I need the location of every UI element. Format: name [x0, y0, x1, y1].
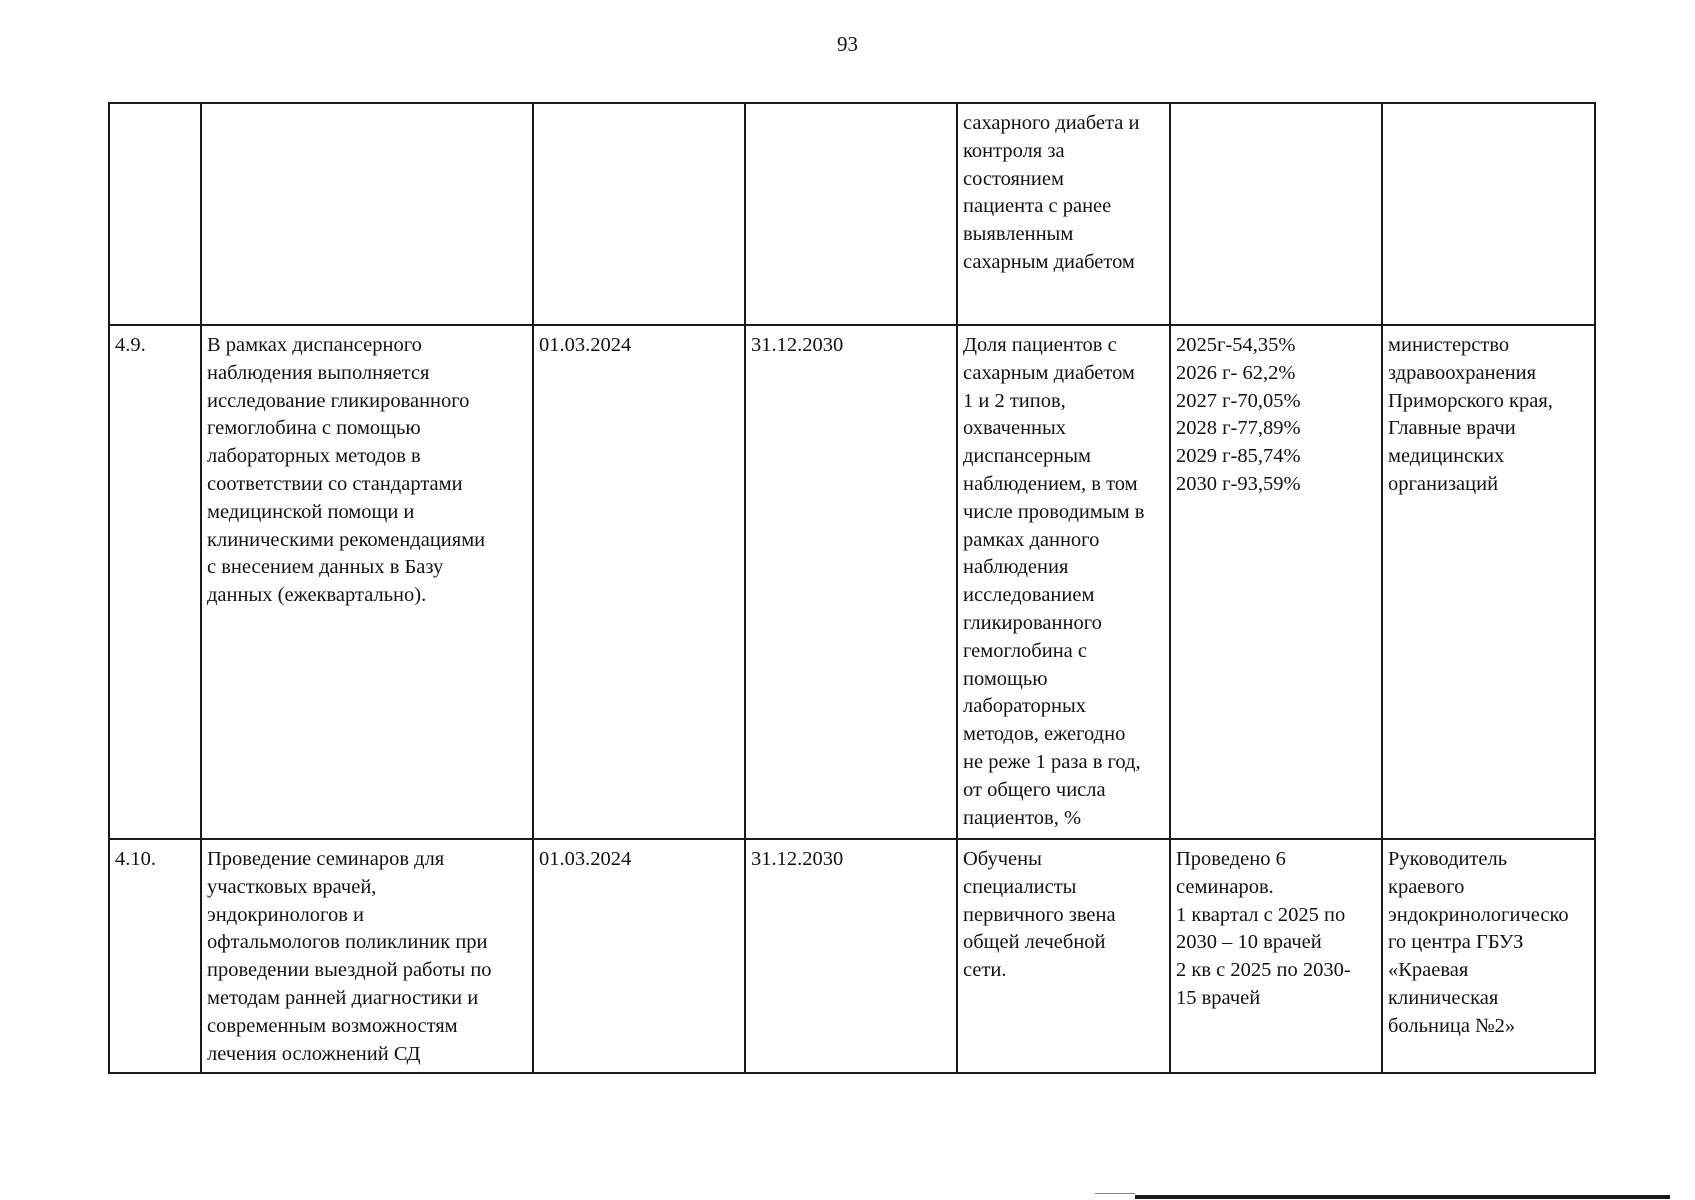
cell-text-line: лабораторных методов в [207, 445, 421, 468]
responsible-cell [1382, 103, 1595, 325]
cell-text-line: пациентов, % [963, 806, 1082, 829]
cell-text-line: числе проводимым в [963, 500, 1145, 523]
cell-text-line: сахарного диабета и [963, 112, 1140, 134]
cell-text-line: 2025г-54,35% [1176, 334, 1296, 356]
end-date-cell: 31.12.2030 [745, 325, 957, 839]
cell-text-line: помощью [963, 667, 1048, 690]
cell-text-line: с внесением данных в Базу [207, 556, 444, 579]
target-value-cell [1170, 839, 1382, 1073]
cell-text-line: лабораторных [963, 695, 1087, 718]
cell-text-line: данных (ежеквартально). [207, 584, 427, 607]
cell-text-line: больница №2» [1388, 1014, 1516, 1037]
cell-text-line: лечения осложнений СД [207, 1042, 421, 1065]
cell-text-line: Обучены [963, 848, 1042, 870]
cell-text-line: исследованием [963, 584, 1095, 607]
cell-text-line: Приморского края, [1388, 389, 1553, 412]
start-date-cell: 01.03.2024 [533, 839, 745, 1073]
cell-text-line: Проведение семинаров для [207, 848, 445, 870]
cell-text-line: 2029 г-85,74% [1176, 445, 1301, 468]
indicator-cell [957, 325, 1170, 839]
start-date-cell [533, 103, 745, 325]
cell-text-line: 2030 – 10 врачей [1176, 931, 1322, 954]
cell-text-line: клиническая [1388, 986, 1499, 1009]
cell-text-line: 2027 г-70,05% [1176, 389, 1301, 412]
cell-text-line: семинаров. [1176, 875, 1274, 898]
activity-cell [201, 839, 533, 1073]
cell-text-line: В рамках диспансерного [207, 334, 422, 356]
cell-text-line: гемоглобина с [963, 639, 1088, 662]
cell-text-line: здравоохранения [1388, 361, 1537, 384]
table-row [109, 325, 1595, 839]
cell-text-line: выявленным [963, 223, 1074, 246]
cell-text-line: исследование гликированного [207, 389, 470, 412]
cell-text-line: 15 врачей [1176, 986, 1261, 1009]
cell-text-line: наблюдения выполняется [207, 361, 430, 384]
responsible-cell [1382, 325, 1595, 839]
cell-text-line: общей лечебной [963, 931, 1106, 954]
cell-text-line: наблюдением, в том [963, 472, 1138, 495]
cell-text-line: Главные врачи [1388, 417, 1516, 440]
cell-text-line: гемоглобина с помощью [207, 417, 421, 440]
indicator-cell [957, 839, 1170, 1073]
cell-text-line: 2026 г- 62,2% [1176, 361, 1296, 384]
cell-text-line: клиническими рекомендациями [207, 528, 486, 551]
cell-text-line: рамках данного [963, 528, 1100, 551]
cell-text-line: наблюдения [963, 556, 1069, 579]
cell-text-line: проведении выездной работы по [207, 959, 492, 982]
cell-text-line: методам ранней диагностики и [207, 986, 479, 1009]
cell-text-line: методов, ежегодно [963, 723, 1126, 746]
cell-text-line: организаций [1388, 472, 1499, 495]
cell-text-line: сахарным диабетом [963, 361, 1135, 384]
target-value-cell [1170, 325, 1382, 839]
footer-rule [1135, 1195, 1670, 1199]
page-number: 93 [837, 32, 858, 56]
responsible-cell [1382, 839, 1595, 1073]
cell-text-line: сахарным диабетом [963, 250, 1135, 273]
activity-cell [201, 103, 533, 325]
cell-text-line: медицинских [1388, 445, 1505, 468]
cell-text-line: 1 квартал с 2025 по [1176, 903, 1346, 926]
row-number-cell [109, 103, 201, 325]
cell-text-line: медицинской помощи и [207, 500, 415, 523]
measures-table [108, 102, 1596, 1074]
cell-text-line: первичного звена [963, 903, 1116, 926]
cell-text-line: краевого [1388, 875, 1465, 898]
cell-text-line: 2030 г-93,59% [1176, 472, 1301, 495]
cell-text-line: не реже 1 раза в год, [963, 750, 1141, 773]
cell-text-line: Доля пациентов с [963, 334, 1117, 356]
cell-text-line: «Краевая [1388, 959, 1469, 982]
cell-text-line: офтальмологов поликлиник при [207, 931, 488, 954]
cell-text-line: 2 кв с 2025 по 2030- [1176, 959, 1351, 982]
cell-text-line: соответствии со стандартами [207, 472, 463, 495]
cell-text-line: эндокринологов и [207, 903, 364, 926]
cell-text-line: современным возможностям [207, 1014, 458, 1037]
table-row [109, 839, 1595, 1073]
cell-text-line: министерство [1388, 334, 1510, 356]
end-date-cell: 31.12.2030 [745, 839, 957, 1073]
cell-text-line: специалисты [963, 875, 1077, 898]
row-number-cell: 4.9. [109, 325, 201, 839]
cell-text-line: контроля за [963, 139, 1065, 162]
cell-text-line: сети. [963, 959, 1007, 982]
indicator-cell [957, 103, 1170, 325]
cell-text-line: диспансерным [963, 445, 1091, 468]
cell-text-line: 2028 г-77,89% [1176, 417, 1301, 440]
end-date-cell [745, 103, 957, 325]
cell-text-line: от общего числа [963, 778, 1106, 801]
table-row [109, 103, 1595, 325]
cell-text-line: эндокринологическо [1388, 903, 1569, 926]
cell-text-line: Проведено 6 [1176, 848, 1286, 870]
cell-text-line: 1 и 2 типов, [963, 389, 1066, 412]
activity-cell [201, 325, 533, 839]
cell-text-line: го центра ГБУЗ [1388, 931, 1524, 954]
cell-text-line: Руководитель [1388, 848, 1508, 870]
cell-text-line: пациента с ранее [963, 195, 1112, 218]
cell-text-line: охваченных [963, 417, 1067, 440]
footer-rule-faint [1095, 1193, 1135, 1194]
start-date-cell: 01.03.2024 [533, 325, 745, 839]
target-value-cell [1170, 103, 1382, 325]
cell-text-line: участковых врачей, [207, 875, 377, 898]
cell-text-line: гликированного [963, 611, 1102, 634]
cell-text-line: состоянием [963, 167, 1064, 190]
row-number-cell: 4.10. [109, 839, 201, 1073]
